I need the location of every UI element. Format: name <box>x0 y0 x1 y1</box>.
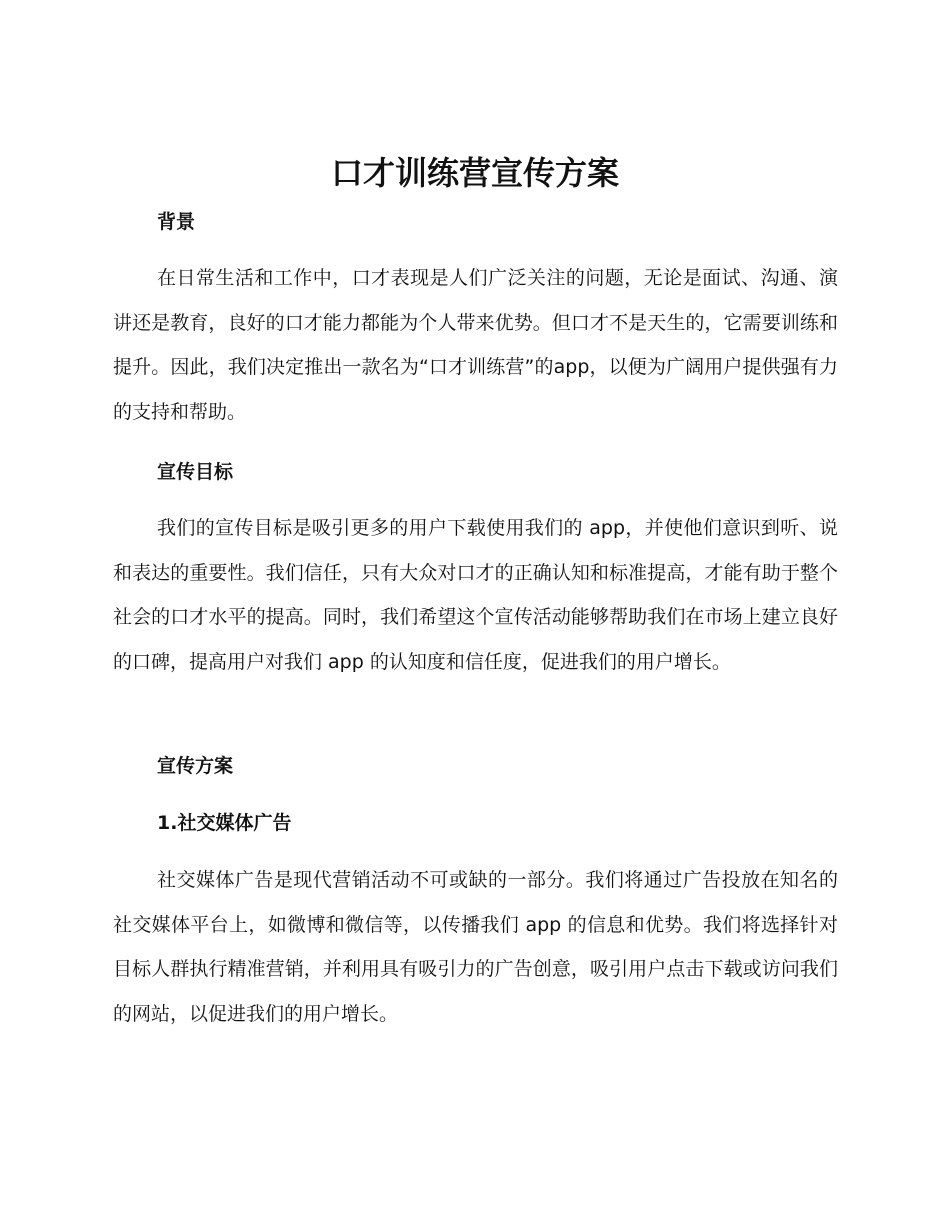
section-heading-plan: 宣传方案 <box>157 755 234 777</box>
section-heading-social-media-ads: 1.社交媒体广告 <box>157 812 292 834</box>
section-paragraph-social-media-ads: 社交媒体广告是现代营销活动不可或缺的一部分。我们将通过广告投放在知名的社交媒体平台上，如微博和微信等，以传播我们 app 的信息和优势。我们将选择针对目标人群执行精准营销，并利用具有吸引力的广告创意，吸引用户点击下载或访问我们的网站，以促进我们的用户增长。 <box>113 869 838 1025</box>
document-title: 口才训练营宣传方案 <box>330 154 619 192</box>
section-paragraph-background: 在日常生活和工作中，口才表现是人们广泛关注的问题，无论是面试、沟通、演讲还是教育，良好的口才能力都能为个人带来优势。但口才不是天生的，它需要训练和提升。因此，我们决定推出一款名为“口才训练营”的app，以便为广阔用户提供强有力的支持和帮助。 <box>113 267 838 423</box>
section-paragraph-goals: 我们的宣传目标是吸引更多的用户下载使用我们的 app，并使他们意识到听、说和表达的重要性。我们信任，只有大众对口才的正确认知和标准提高，才能有助于整个社会的口才水平的提高。同时，我们希望这个宣传活动能够帮助我们在市场上建立良好的口碑，提高用户对我们 app 的认知度和信任度，促进我们的用户增长。 <box>113 517 838 673</box>
section-heading-background: 背景 <box>157 211 196 233</box>
section-heading-goals: 宣传目标 <box>157 461 234 483</box>
